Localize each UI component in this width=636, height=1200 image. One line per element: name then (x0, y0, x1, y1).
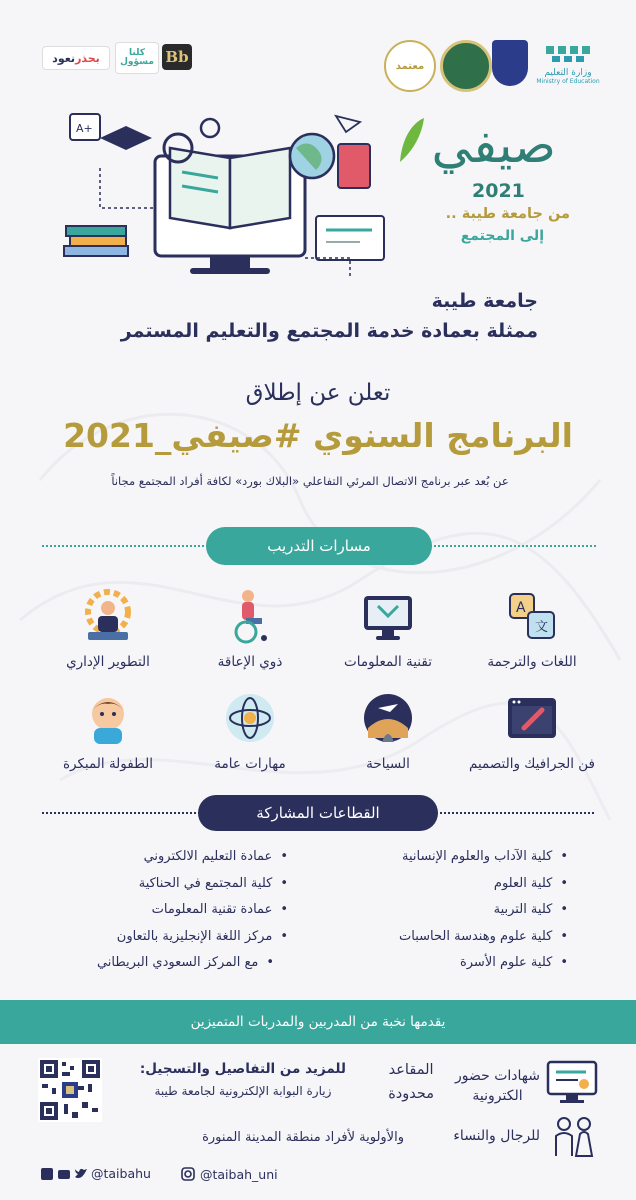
twitter-icon (74, 1167, 88, 1181)
svg-text:A+: A+ (76, 122, 93, 135)
campaign-tagline-2: إلى المجتمع (460, 228, 544, 244)
seats-line1: المقاعد (388, 1062, 434, 1078)
graphic-design-icon (504, 690, 560, 746)
logo-blackboard (162, 44, 192, 70)
sector-item: • عمادة التعليم الالكتروني (97, 844, 288, 871)
certificates-text (455, 1066, 540, 1106)
register-title: للمزيد من التفاصيل والتسجيل: (139, 1061, 346, 1077)
track-management (38, 588, 178, 670)
seats-text (388, 1058, 434, 1106)
sector-item: • عمادة تقنية المعلومات (97, 897, 288, 924)
audience-text: للرجال والنساء (453, 1128, 540, 1144)
tracks-divider-left (42, 545, 208, 547)
track-general-skills (180, 690, 320, 772)
seats-line2: محدودة (388, 1086, 434, 1102)
track-label: فن الجرافيك والتصميم (468, 756, 596, 772)
tracks-divider-right (430, 545, 596, 547)
sector-item: • كلية علوم الأسرة (399, 950, 568, 977)
logo-naood-bihathar (42, 46, 108, 68)
track-label: ذوي الإعاقة (217, 654, 283, 670)
logo-ministry-of-education (532, 42, 604, 85)
ministry-ar: وزارة التعليم (544, 68, 592, 78)
leaf-icon (396, 116, 426, 166)
track-label: تقنية المعلومات (344, 654, 432, 670)
track-disabilities (180, 588, 320, 670)
tracks-title: مسارات التدريب (267, 537, 371, 555)
atom-skills-icon (222, 690, 278, 746)
management-gear-icon (80, 588, 136, 644)
track-tourism (318, 690, 458, 772)
program-subtitle: عن بُعد عبر برنامج الاتصال المرئي التفاعلي «البلاك بورد» لكافة أفراد المجتمع مجاناً (111, 474, 509, 488)
register-text: زيارة البوابة الإلكترونية لجامعة طيبة (154, 1084, 332, 1098)
track-early-childhood (38, 690, 178, 772)
ministry-en: Ministry of Education (536, 78, 600, 85)
announce-text: تعلن عن إطلاق (245, 380, 391, 406)
bihathar-word: بحذر (75, 51, 100, 65)
program-title: البرنامج السنوي #صيفي_2021 (63, 416, 573, 455)
logo-accredited (384, 40, 436, 92)
child-face-icon (80, 690, 136, 746)
sectors-list-right (399, 844, 568, 977)
track-graphic-design (462, 690, 602, 772)
sectors-divider-left (42, 812, 200, 814)
sectors-divider-right (436, 812, 594, 814)
wheelchair-icon (222, 588, 278, 644)
tracks-title-badge (206, 527, 432, 565)
campaign-year: 2021 (472, 180, 525, 202)
social-bar (0, 1166, 636, 1200)
track-label: السياحة (366, 756, 410, 772)
presenters-text: يقدمها نخبة من المدربين والمدربات المتميزين (190, 1014, 446, 1030)
track-label: التطوير الإداري (66, 654, 150, 670)
deanship-name: ممثلة بعمادة خدمة المجتمع والتعليم المستمر (120, 320, 538, 342)
sector-item: • كلية الآداب والعلوم الإنسانية (399, 844, 568, 871)
qr-code[interactable] (38, 1058, 102, 1122)
certificates-line2: الكترونية (472, 1088, 523, 1104)
social-taibahu[interactable] (40, 1166, 151, 1181)
campaign-logo (390, 116, 570, 256)
sectors-title: القطاعات المشاركة (256, 804, 380, 822)
logo-kulluna-masool (115, 42, 159, 74)
sector-item: • كلية المجتمع في الحناكية (97, 871, 288, 898)
presenters-band (0, 1000, 636, 1044)
sectors-title-badge (198, 795, 438, 831)
track-it (318, 588, 458, 670)
social-taibah-uni[interactable] (180, 1166, 278, 1182)
tourism-plane-icon (360, 690, 416, 746)
translate-icon (504, 588, 560, 644)
blackboard-text: Bb (165, 48, 189, 66)
track-label: مهارات عامة (214, 756, 286, 772)
priority-text: والأولوية لأفراد منطقة المدينة المنورة (202, 1130, 404, 1145)
instagram-icon (180, 1166, 196, 1182)
youtube-icon (57, 1167, 71, 1181)
sector-item: • كلية التربية (399, 897, 568, 924)
sector-item: • كلية علوم وهندسة الحاسبات (399, 924, 568, 951)
it-monitor-icon (360, 588, 416, 644)
campaign-tagline-1: من جامعة طيبة .. (445, 206, 570, 222)
men-women-icon (552, 1116, 596, 1160)
e-learning-illustration (60, 108, 390, 286)
campaign-title: صيفي (431, 116, 556, 174)
track-label: الطفولة المبكرة (62, 756, 154, 772)
handle-taibah-uni: @taibah_uni (200, 1166, 278, 1182)
naood-word: نعود (52, 51, 76, 65)
logo-taibah-university (492, 40, 528, 86)
certificate-monitor-icon (546, 1060, 598, 1104)
track-label: اللغات والترجمة (487, 654, 577, 670)
register-info (140, 1058, 346, 1102)
track-languages (462, 588, 602, 670)
kulluna-text: كلنا مسؤول (120, 48, 154, 67)
svg-text:A: A (516, 600, 526, 616)
university-name: جامعة طيبة (431, 290, 538, 312)
svg-text:文: 文 (535, 620, 549, 635)
accredited-text: معتمد (395, 60, 425, 72)
facebook-icon (40, 1167, 54, 1181)
ministry-mark-icon (532, 42, 604, 64)
sector-item: • مركز اللغة الإنجليزية بالتعاون (97, 924, 288, 951)
handle-taibahu: @taibahu (91, 1166, 151, 1181)
sector-item: • كلية العلوم (399, 871, 568, 898)
sector-item-continued: • مع المركز السعودي البريطاني (97, 950, 288, 977)
certificates-line1: شهادات حضور (455, 1068, 540, 1084)
sectors-list-left (97, 844, 288, 977)
logo-university-seal (440, 40, 492, 92)
